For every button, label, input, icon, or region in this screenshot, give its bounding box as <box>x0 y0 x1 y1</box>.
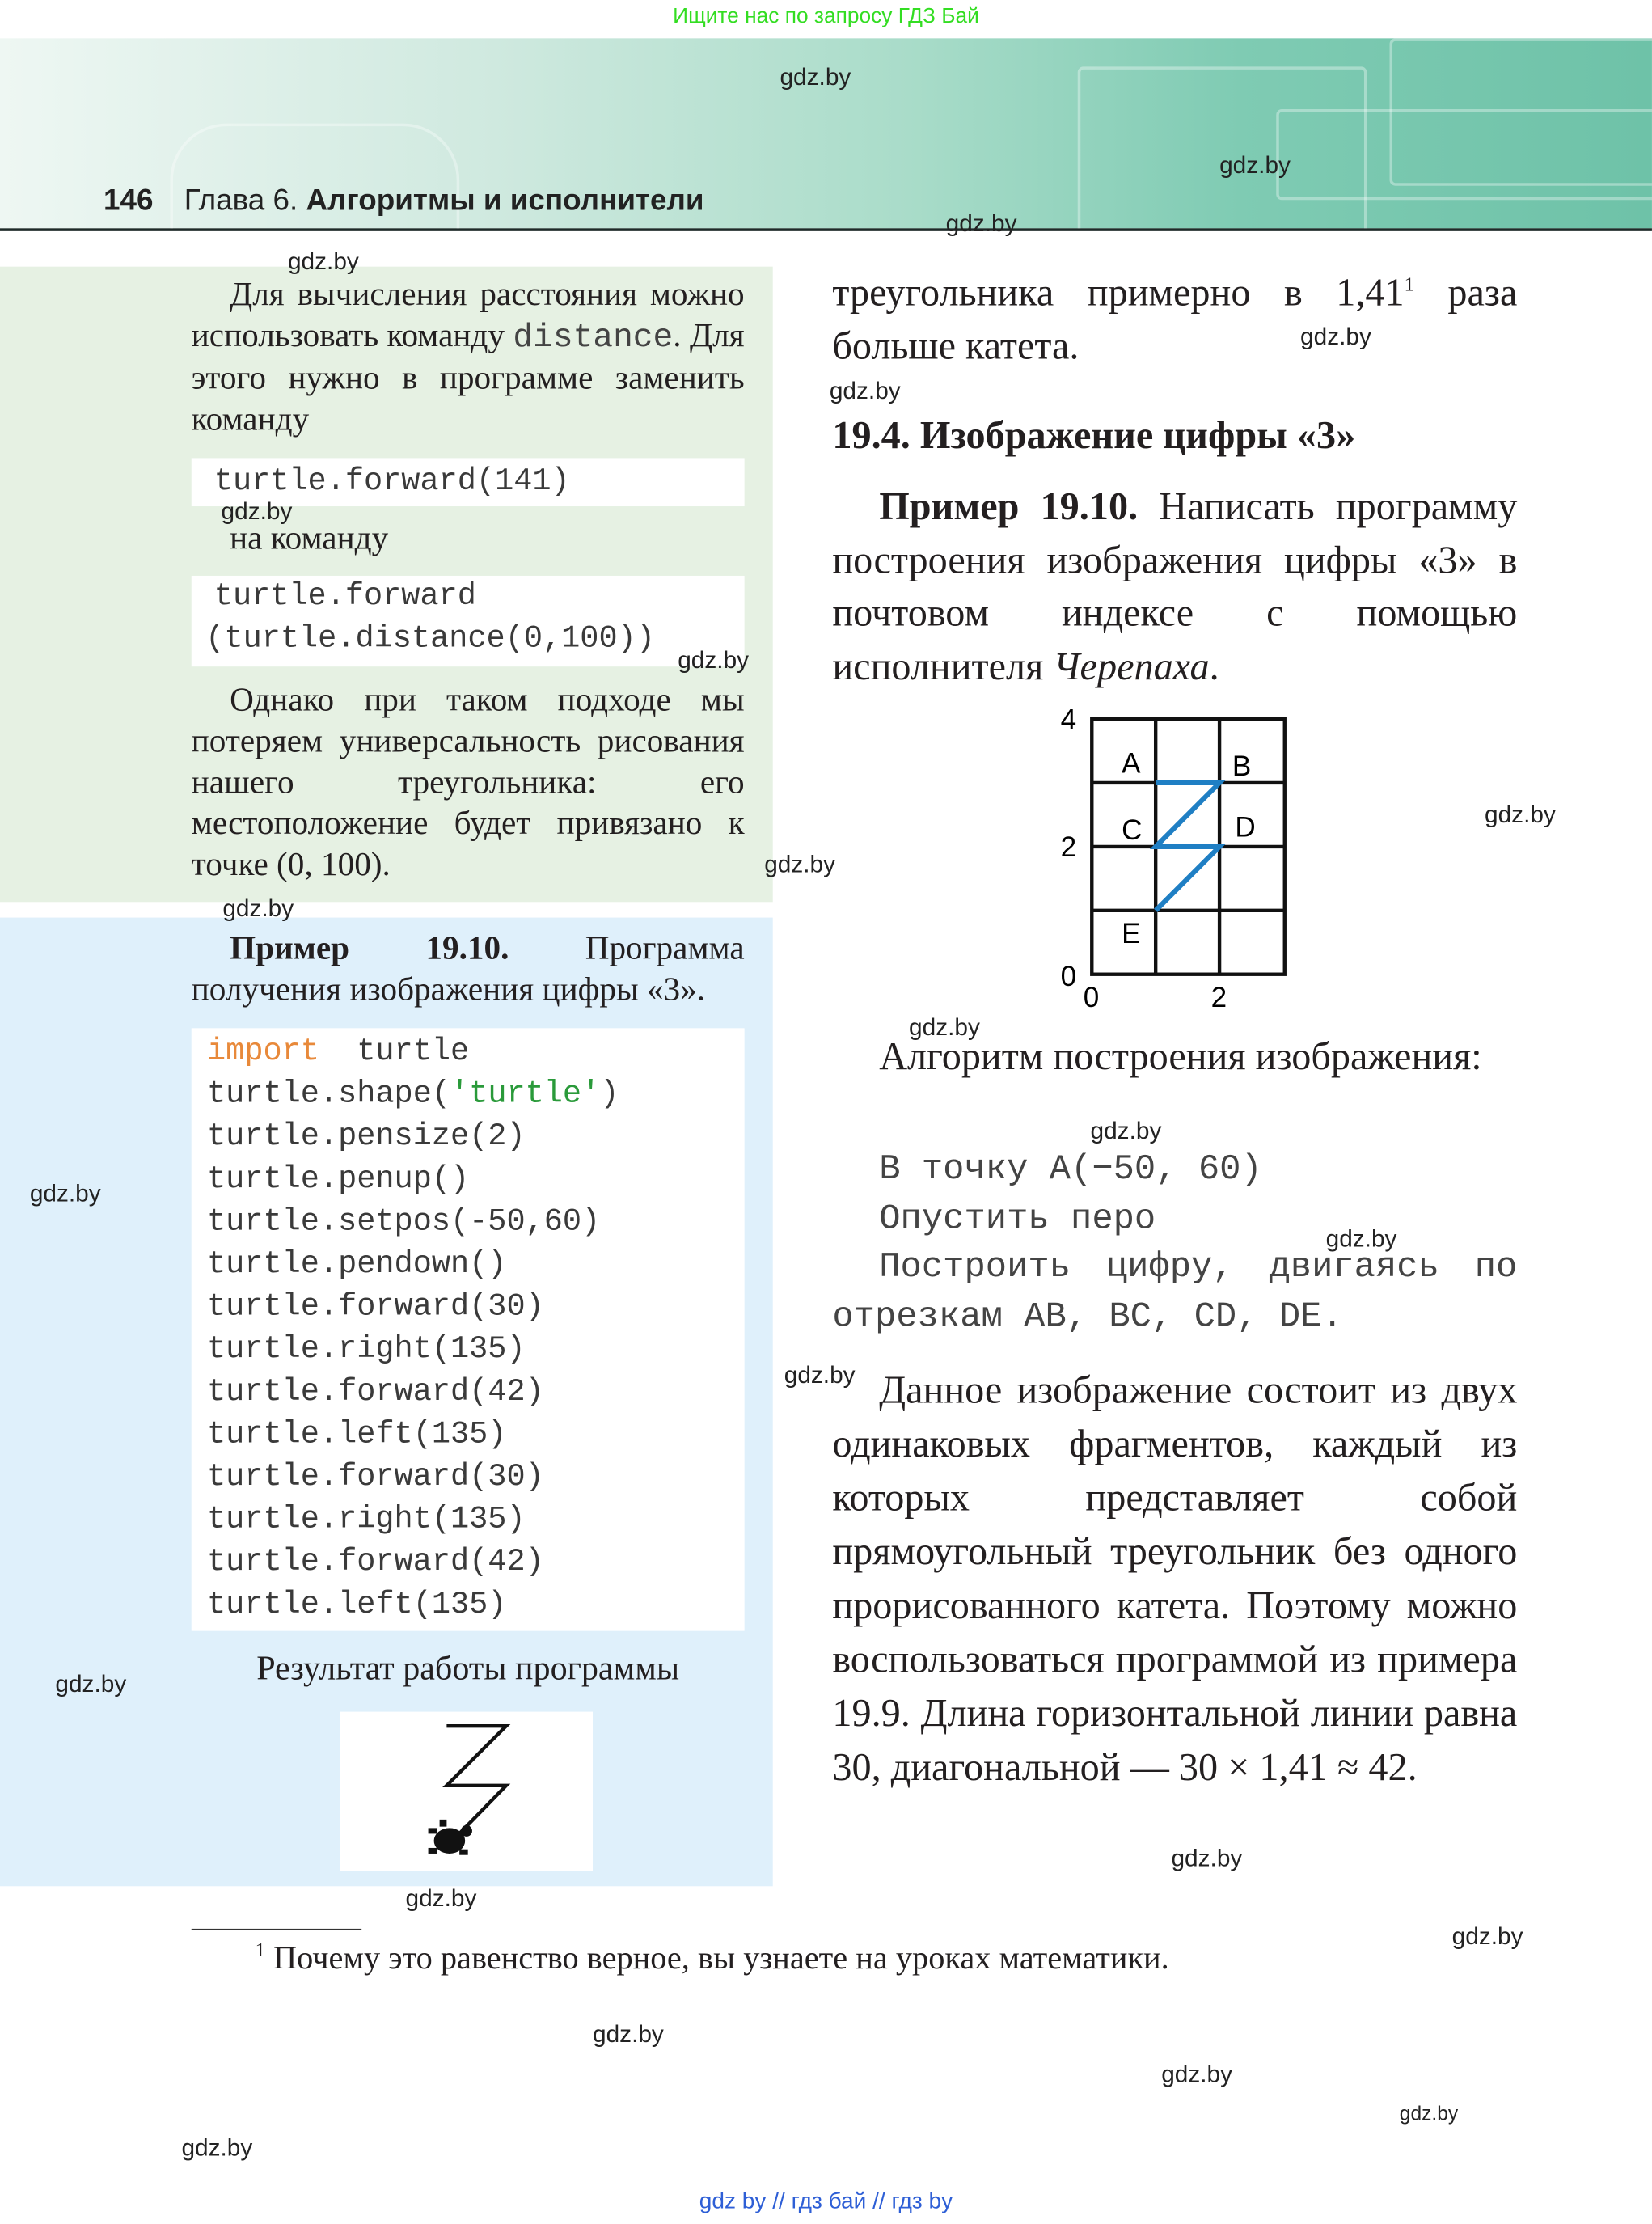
section-heading: 19.4. Изображение цифры «3» <box>832 412 1356 457</box>
paragraph: Данное изображение состоит из двух одинаковых фрагментов, каждый из которых представляет собой прямоугольный треугольник без одного прорисованного катета. Поэтому можно воспользоваться программой из примера 19.9. Длина горизонтальной линии равна 30, диагональной — 30 × 1,41 ≈ 42. <box>832 1367 1518 1789</box>
y-label: 0 <box>1060 960 1077 992</box>
string-literal: 'turtle' <box>450 1076 601 1112</box>
text: треугольника примерно в 1,41 <box>832 269 1405 314</box>
keyword: import <box>207 1034 319 1070</box>
text: Программа получения изображения цифры «3». <box>191 930 745 1008</box>
watermark: gdz.by <box>55 1670 127 1698</box>
watermark: gdz.by <box>405 1884 477 1912</box>
watermark: gdz.by <box>764 851 836 878</box>
watermark: gdz.by <box>1219 151 1291 179</box>
code-line: turtle.forward(141) <box>213 463 570 500</box>
page-number: 146 <box>104 184 154 218</box>
point-label: E <box>1122 918 1141 950</box>
running-head <box>104 184 704 218</box>
code-line: (turtle.distance(0,100)) <box>205 621 655 657</box>
watermark: gdz.by <box>1485 801 1556 829</box>
code-listing <box>192 1028 745 1630</box>
watermark: gdz.by <box>780 63 851 91</box>
example-label: Пример 19.10. <box>879 483 1139 528</box>
code-line: turtle.forward(30) <box>207 1289 544 1325</box>
watermark: gdz.by <box>1090 1117 1162 1145</box>
code-line: turtle.pendown() <box>207 1246 507 1283</box>
code-line: turtle.left(135) <box>207 1416 507 1452</box>
watermark: gdz.by <box>1161 2060 1233 2088</box>
text: раза больше катета. <box>832 269 1518 367</box>
watermark: gdz.by <box>1451 1922 1523 1951</box>
text: Написать программу построения изображения цифры «3» в почтовом индексе с помощью исполнителя <box>832 483 1518 687</box>
point-label: D <box>1235 811 1256 844</box>
watermark: gdz.by <box>181 2134 253 2162</box>
footnote-ref: 1 <box>1404 275 1414 297</box>
algorithm-step: Опустить перо <box>879 1197 1156 1239</box>
watermark: gdz.by <box>909 1013 980 1042</box>
turtle-result-image <box>340 1712 593 1871</box>
watermark: gdz.by <box>784 1361 856 1389</box>
point-label: A <box>1122 747 1141 780</box>
point-label: C <box>1122 814 1143 847</box>
watermark: gdz.by <box>829 377 901 404</box>
watermark: gdz.by <box>287 247 359 276</box>
footnote-divider <box>192 1929 361 1930</box>
example-heading <box>192 929 745 1012</box>
y-label: 4 <box>1060 704 1077 736</box>
watermark: gdz.by <box>678 646 750 674</box>
code-line: turtle.right(135) <box>207 1502 526 1537</box>
paragraph: на команду <box>230 520 389 558</box>
watermark: gdz.by <box>221 497 293 525</box>
code-line: turtle.forward <box>213 578 476 615</box>
code-block <box>192 576 745 666</box>
chapter-label: Глава 6. <box>184 184 298 218</box>
watermark: gdz.by <box>222 894 294 922</box>
x-label: 0 <box>1083 982 1100 1014</box>
code-text: turtle <box>319 1034 470 1070</box>
example-paragraph <box>832 480 1517 692</box>
chapter-title: Алгоритмы и исполнители <box>306 184 704 218</box>
algorithm-step: Построить цифру, двигаясь по отрезкам AB, BC, CD, DE. <box>832 1246 1518 1337</box>
executor-name: Черепаха <box>1053 643 1210 687</box>
search-hint: Ищите нас по запросу ГДЗ Бай <box>673 4 979 29</box>
paragraph <box>832 260 1517 372</box>
code-line: turtle.right(135) <box>207 1331 526 1368</box>
y-label: 2 <box>1060 831 1077 864</box>
code-line <box>207 1073 745 1116</box>
watermark: gdz.by <box>945 209 1017 237</box>
watermark: gdz.by <box>1300 323 1371 351</box>
result-caption: Результат работы программы <box>256 1651 680 1688</box>
watermark: gdz.by <box>29 1179 101 1207</box>
paragraph: Однако при таком подходе мы потеряем универсальность рисования нашего треугольника: его местоположение будет привязано к точке (0, 100). <box>191 682 745 884</box>
code-line: turtle.forward(42) <box>207 1544 544 1580</box>
footnote <box>256 1940 1169 1977</box>
watermark: gdz.by <box>1171 1845 1243 1872</box>
code-line: turtle.forward(42) <box>207 1374 544 1410</box>
algorithm-title: Алгоритм построения изображения: <box>879 1034 1482 1078</box>
watermark: gdz.by <box>1399 2101 1459 2125</box>
watermark: gdz.by <box>593 2020 664 2049</box>
code-line: turtle.pensize(2) <box>207 1118 526 1155</box>
watermark: gdz.by <box>1325 1225 1397 1253</box>
point-label: B <box>1232 750 1252 783</box>
x-label: 2 <box>1210 982 1227 1014</box>
algorithm-step: В точку А(−50, 60) <box>879 1148 1262 1190</box>
text: Для вычисления расстояния можно использовать команду <box>191 276 745 355</box>
circuit-decoration <box>1390 38 1652 185</box>
site-links[interactable]: gdz by // гдз бай // гдз by <box>699 2189 953 2214</box>
digit-three-path <box>1156 783 1219 911</box>
code-line <box>207 1031 745 1074</box>
algorithm-steps <box>832 1146 1517 1342</box>
paragraph <box>192 275 745 441</box>
text: . <box>1209 643 1219 687</box>
example-label: Пример 19.10. <box>230 930 509 967</box>
text: . Для этого нужно в программе заменить команду <box>191 317 745 438</box>
code-text: ) <box>600 1076 619 1112</box>
code-line: turtle.setpos(-50,60) <box>207 1203 601 1240</box>
inline-code: distance <box>513 319 674 357</box>
digit-three-drawing <box>340 1712 593 1871</box>
grid-figure <box>1050 702 1305 1014</box>
code-line: turtle.forward(30) <box>207 1459 544 1495</box>
footnote-mark: 1 <box>255 1940 265 1962</box>
footnote-text: Почему это равенство верное, вы узнаете на уроках математики. <box>264 1939 1169 1976</box>
code-text: turtle.shape( <box>207 1076 451 1112</box>
code-line: turtle.left(135) <box>207 1587 507 1623</box>
code-line: turtle.penup() <box>207 1161 470 1198</box>
